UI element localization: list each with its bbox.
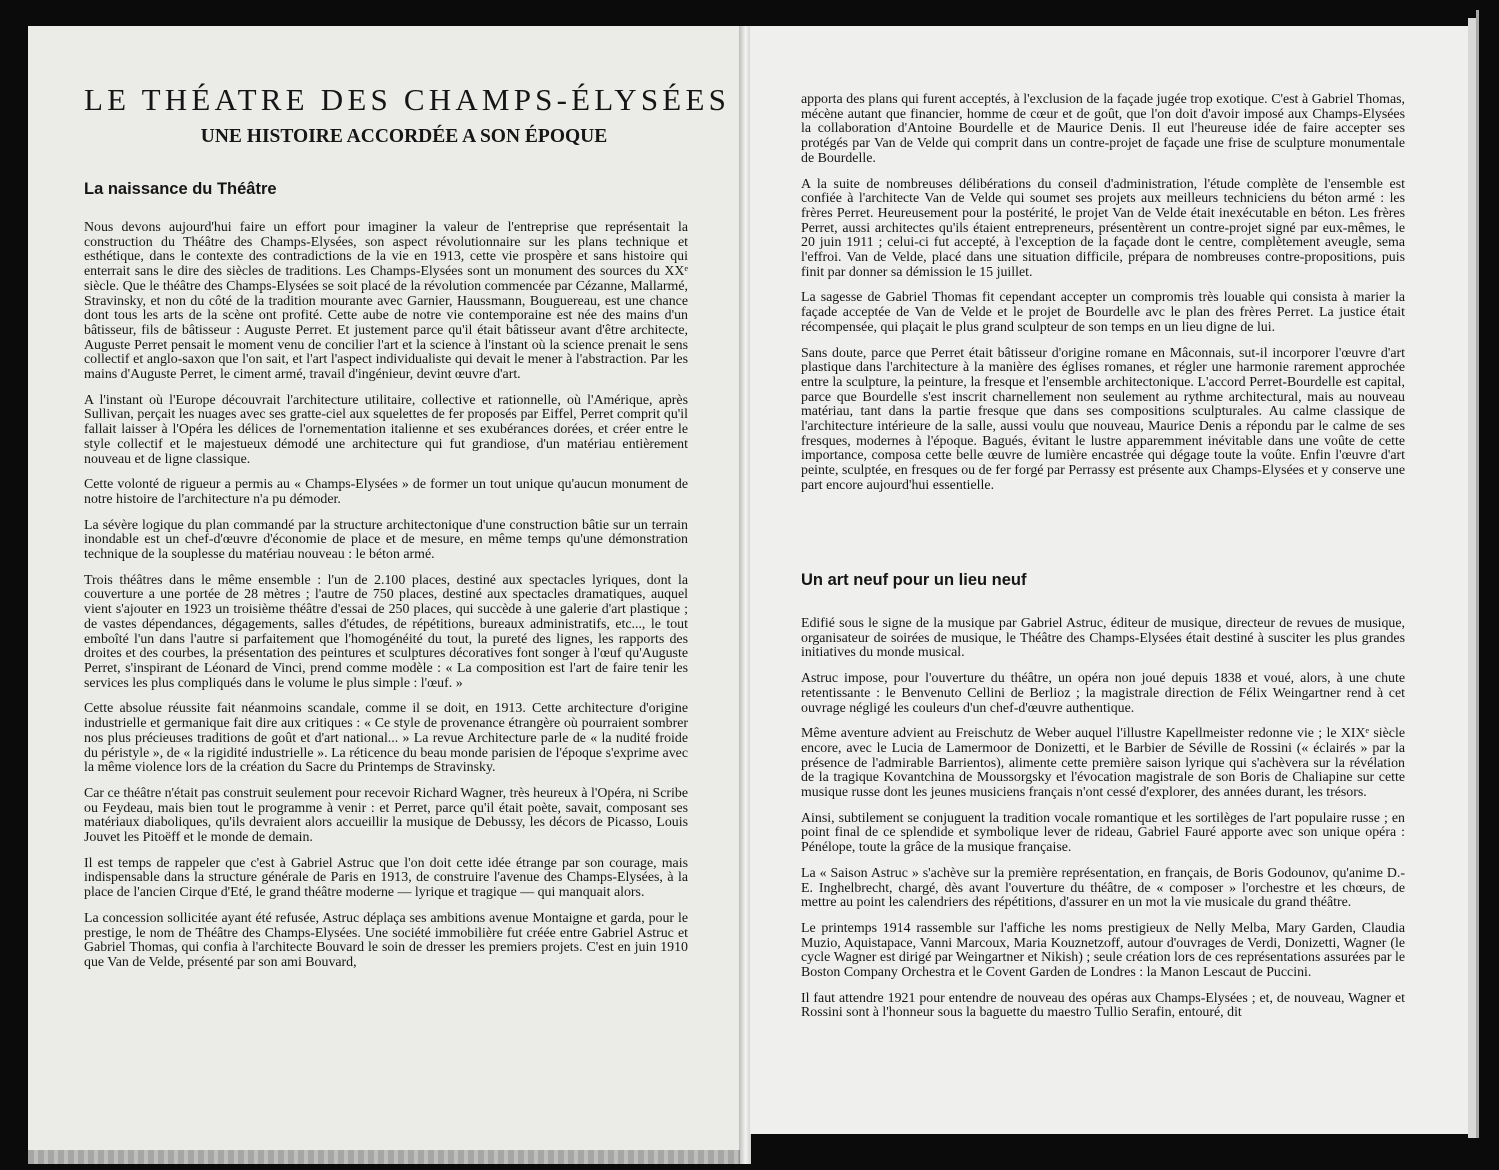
paragraph: Ainsi, subtilement se conjuguent la tradition vocale romantique et les sortilèges de l'art populaire russe ; en point final de ce splendide et symbolique lever de rideau, Gabriel Fauré apporte avec son unique opéra : Pénélope, toute la grâce de la musique française. bbox=[801, 810, 1405, 856]
paragraph: Trois théâtres dans le même ensemble : l'un de 2.100 places, destiné aux spectacles lyriques, dont la couverture a une portée de 28 mètres ; l'autre de 750 places, destiné aux spectacles dramatiques, auquel vient s'ajouter en 1923 un troisième théâtre d'essai de 250 places, qui succède à une galerie d'art plastique ; de vastes dépendances, dégagements, salles d'études, de répétitions, bureaux administratifs, etc..., le tout emboîté l'un dans l'autre si parfaitement que l'homogénéité du tout, la pureté des lignes, les rapports des droites et des courbes, la présentation des peintures et sculptures décoratives font songer à l'œuf qu'Auguste Perret, s'inspirant de Léonard de Vinci, prend comme modèle : « La composition est l'art de faire tenir les services les plus compliqués dans le volume le plus simple : l'œuf. » bbox=[84, 572, 688, 691]
right-page bbox=[750, 26, 1468, 1134]
page-subtitle: UNE HISTOIRE ACCORDÉE A SON ÉPOQUE bbox=[200, 126, 608, 147]
paragraph: Il est temps de rappeler que c'est à Gabriel Astruc que l'on doit cette idée étrange par son courage, mais indispensable dans la structure générale de Paris en 1913, de construire l'avenue des Champs-Elysées, à la place de l'ancien Cirque d'Eté, le grand théâtre moderne — lyrique et tragique — qui manquait alors. bbox=[84, 855, 688, 901]
paragraph: Le printemps 1914 rassemble sur l'affiche les noms prestigieux de Nelly Melba, Mary Garden, Claudia Muzio, Aquistapace, Vanni Marcoux, Maria Kouznetzoff, autour d'ouvrages de Verdi, Donizetti, Wagner (le cycle Wagner est dirigé par Weingartner et Nikish) ; seule création lors de ces représentations assurées par le Boston Company Orchestra et le Covent Garden de Londres : la Manon Lescaut de Puccini. bbox=[801, 920, 1405, 981]
paragraph: La sévère logique du plan commandé par la structure architectonique d'une construction bâtie sur un terrain inondable est un chef-d'œuvre d'économie de place et de mesure, en même temps qu'une démonstration technique de la souplesse du matériau nouveau : le béton armé. bbox=[84, 517, 688, 563]
page-title: LE THÉATRE DES CHAMPS-ÉLYSÉES bbox=[84, 82, 731, 117]
paragraph: La concession sollicitée ayant été refusée, Astruc déplaça ses ambitions avenue Montaigne et garda, pour le prestige, le nom de Théâtre des Champs-Elysées. Une société immobilière fut créée entre Gabriel Astruc et Gabriel Thomas, qui confia à l'architecte Bouvard le soin de dresser les premiers projets. C'est en juin 1910 que Van de Velde, présenté par son ami Bouvard, bbox=[84, 910, 688, 970]
paragraph: apporta des plans qui furent acceptés, à l'exclusion de la façade jugée trop exotique. C'est à Gabriel Thomas, mécène autant que financier, homme de cœur et de goût, que l'on doit d'avoir imposé aux Champs-Elysées la collaboration d'Antoine Bourdelle et de Maurice Denis. Il eut l'heureuse idée de faire accepter ses protégés par Van de Velde qui comprit dans un contre-projet de façade une frise de sculpture monumentale de Bourdelle. bbox=[801, 92, 1405, 166]
paragraph: Astruc impose, pour l'ouverture du théâtre, un opéra non joué depuis 1838 et voué, alors, à une chute retentissante : le Benvenuto Cellini de Berlioz ; la magistrale direction de Félix Weingartner rend à cet ouvrage négligé les couleurs d'un chef-d'œuvre authentique. bbox=[801, 671, 1405, 716]
paragraph: A l'instant où l'Europe découvrait l'architecture utilitaire, collective et rationnelle, où l'Amérique, après Sullivan, perçait les nuages avec ses gratte-ciel aux squelettes de fer proposés par Eiffel, Perret comprit qu'il fallait laisser à l'Opéra les délices de l'ornementation italienne et ses exubérances dorées, et créer entre le style collectif et le majestueux démodé une architecture qui fut grandiose, d'un matériau entièrement nouveau et de ligne classique. bbox=[84, 392, 688, 467]
paragraph: Cette volonté de rigueur a permis au « Champs-Elysées » de former un tout unique qu'aucun monument de notre histoire de l'architecture n'a pu démoder. bbox=[84, 477, 688, 507]
paragraph: Même aventure advient au Freischutz de Weber auquel l'illustre Kapellmeister redonne vie ; le XIXᵉ siècle encore, avec le Lucia de Lamermoor de Donizetti, et le Barbier de Séville de Rossini (« éclairés » par la présence de l'admirable Barrientos), alimente cette première saison lyrique qui s'achèvera sur la révélation de la tragique Kovantchina de Moussorgsky et l'évocation magistrale de son Boris de Chaliapine sur cette musique russe dont les jeunes musiciens français n'ont cessé d'explorer, des années durant, les trésors. bbox=[801, 726, 1405, 801]
left-page bbox=[28, 26, 740, 1164]
paragraph: Nous devons aujourd'hui faire un effort pour imaginer la valeur de l'entreprise que représentait la construction du Théâtre des Champs-Elysées, son aspect révolutionnaire sur les plans technique et esthétique, dans le contexte des contradictions de la vie en 1913, cette vie prospère et sans histoire qui enterrait sans le dire des siècles de traditions. Les Champs-Elysées sont un monument des sources du XXᵉ siècle. Que le théâtre des Champs-Elysées se soit placé de la révolution commencée par Cézanne, Mallarmé, Stravinsky, et non du côté de la tradition mourante avec Garnier, Haussmann, Bouguereau, est une chance dont tous les arts de la scène ont profité. Cette aube de notre vie contemporaine est née des mains d'un bâtisseur, fils de bâtisseur : Auguste Perret. Et justement parce qu'il était bâtisseur avant d'être architecte, Auguste Perret pensait le moment venu de concilier l'art et la science à l'instant où la science prenait le sens collectif et anglo-saxon que l'on sait, et l'art l'aspect individualiste qui devait le mener à l'abstraction. Par les mains d'Auguste Perret, le ciment armé, travail d'ingénieur, devint œuvre d'art. bbox=[84, 220, 688, 383]
paragraph: Edifié sous le signe de la musique par Gabriel Astruc, éditeur de musique, directeur de revues de musique, organisateur de soirées de musique, le Théâtre des Champs-Elysées était destiné à susciter les plus grandes initiatives du monde musical. bbox=[801, 616, 1405, 661]
paragraph: Car ce théâtre n'était pas construit seulement pour recevoir Richard Wagner, très heureux à l'Opéra, ni Scribe ou Feydeau, mais bien tout le programme à venir : et Perret, parce qu'il était poète, savait, composant ses matériaux diaboliques, qu'ils devraient alors accueillir la musique de Debussy, les décors de Picasso, Louis Jouvet les Pitoëff et le monde de demain. bbox=[84, 785, 688, 846]
paragraph: Il faut attendre 1921 pour entendre de nouveau des opéras aux Champs-Elysées ; et, de nouveau, Wagner et Rossini sont à l'honneur sous la baguette du maestro Tullio Serafin, entouré, dit bbox=[801, 990, 1405, 1021]
page-bottom-edge bbox=[28, 1150, 740, 1164]
paragraph: Sans doute, parce que Perret était bâtisseur d'origine romane en Mâconnais, sut-il incorporer l'œuvre d'art plastique dans l'architecture à la manière des églises romanes, et régler une harmonie rarement approchée entre la sculpture, la peinture, la fresque et l'ensemble architectonique. L'accord Perret-Bourdelle est capital, parce que Bourdelle s'est inscrit charnellement non seulement au rythme architectural, mais au nouveau matériau, tant dans la partie fresque que dans ses compositions sculpturales. Au calme classique de l'architecture intérieure de la salle, aussi voulu que nouveau, Maurice Denis a répondu par le calme de ses fresques, modernes à l'époque. Bagués, évitant le lustre apparemment inévitable dans une voûte de cette importance, composa cette belle œuvre de lumière encastrée qui dégage toute la voûte. Enfin l'œuvre d'art peinte, sculptée, en fresques ou de fer forgé par Perrassy est présente aux Champs-Elysées et y conserve une part encore aujourd'hui essentielle. bbox=[801, 345, 1405, 493]
right-text-column-bottom bbox=[801, 617, 1405, 1032]
paragraph: La sagesse de Gabriel Thomas fit cependant accepter un compromis très louable qui consista à marier la façade acceptée de Van de Velde et le projet de Bourdelle avc le plan des frères Perret. La justice était récompensée, qui plaçait le plus grand sculpteur de son temps en un lieu digne de lui. bbox=[801, 290, 1405, 335]
paragraph: La « Saison Astruc » s'achève sur la première représentation, en français, de Boris Godounov, qu'anime D.-E. Inghelbrecht, chargé, dès avant l'ouverture du théâtre, de « composer » l'orchestre et les chœurs, de mettre au point les calendriers des répétitions, d'assurer en un mot la vie musicale du grand théâtre. bbox=[801, 865, 1405, 911]
paragraph: Cette absolue réussite fait néanmoins scandale, comme il se doit, en 1913. Cette architecture d'origine industrielle et germanique fait dire aux critiques : « Ce style de provenance étrangère où pourraient sombrer nos plus précieuses traditions de goût et d'art national... » La revue Architecture parle de « la nudité froide du péristyle », de « la rigidité industrielle ». La réticence du beau monde parisien de l'époque s'exprime avec la même violence lors de la création du Sacre du Printemps de Stravinsky. bbox=[84, 701, 688, 776]
right-text-column-top bbox=[801, 93, 1405, 505]
paragraph: A la suite de nombreuses délibérations du conseil d'administration, l'étude complète de l'ensemble est confiée à l'architecte Van de Velde qui soumet ses projets aux meilleurs techniciens du béton armé : les frères Perret. Heureusement pour la postérité, le projet Van de Velde était inexécutable en béton. Les frères Perret, aussi architectes qu'ils étaient entrepreneurs, présentèrent un contre-projet signé par eux-mêmes, le 20 juin 1911 ; celui-ci fut accepté, à l'exception de la façade dont le centre, complètement aveugle, sema l'effroi. Van de Velde, placé dans une situation difficile, prépara de nombreuses contre-propositions, puis finit par donner sa démission le 15 juillet. bbox=[801, 176, 1405, 280]
section-heading-art-neuf: Un art neuf pour un lieu neuf bbox=[801, 571, 1027, 589]
section-heading-naissance: La naissance du Théâtre bbox=[84, 180, 277, 198]
book-edge-shadow bbox=[1476, 10, 1479, 1138]
left-text-column bbox=[84, 221, 688, 982]
book-edge bbox=[1468, 18, 1476, 1138]
